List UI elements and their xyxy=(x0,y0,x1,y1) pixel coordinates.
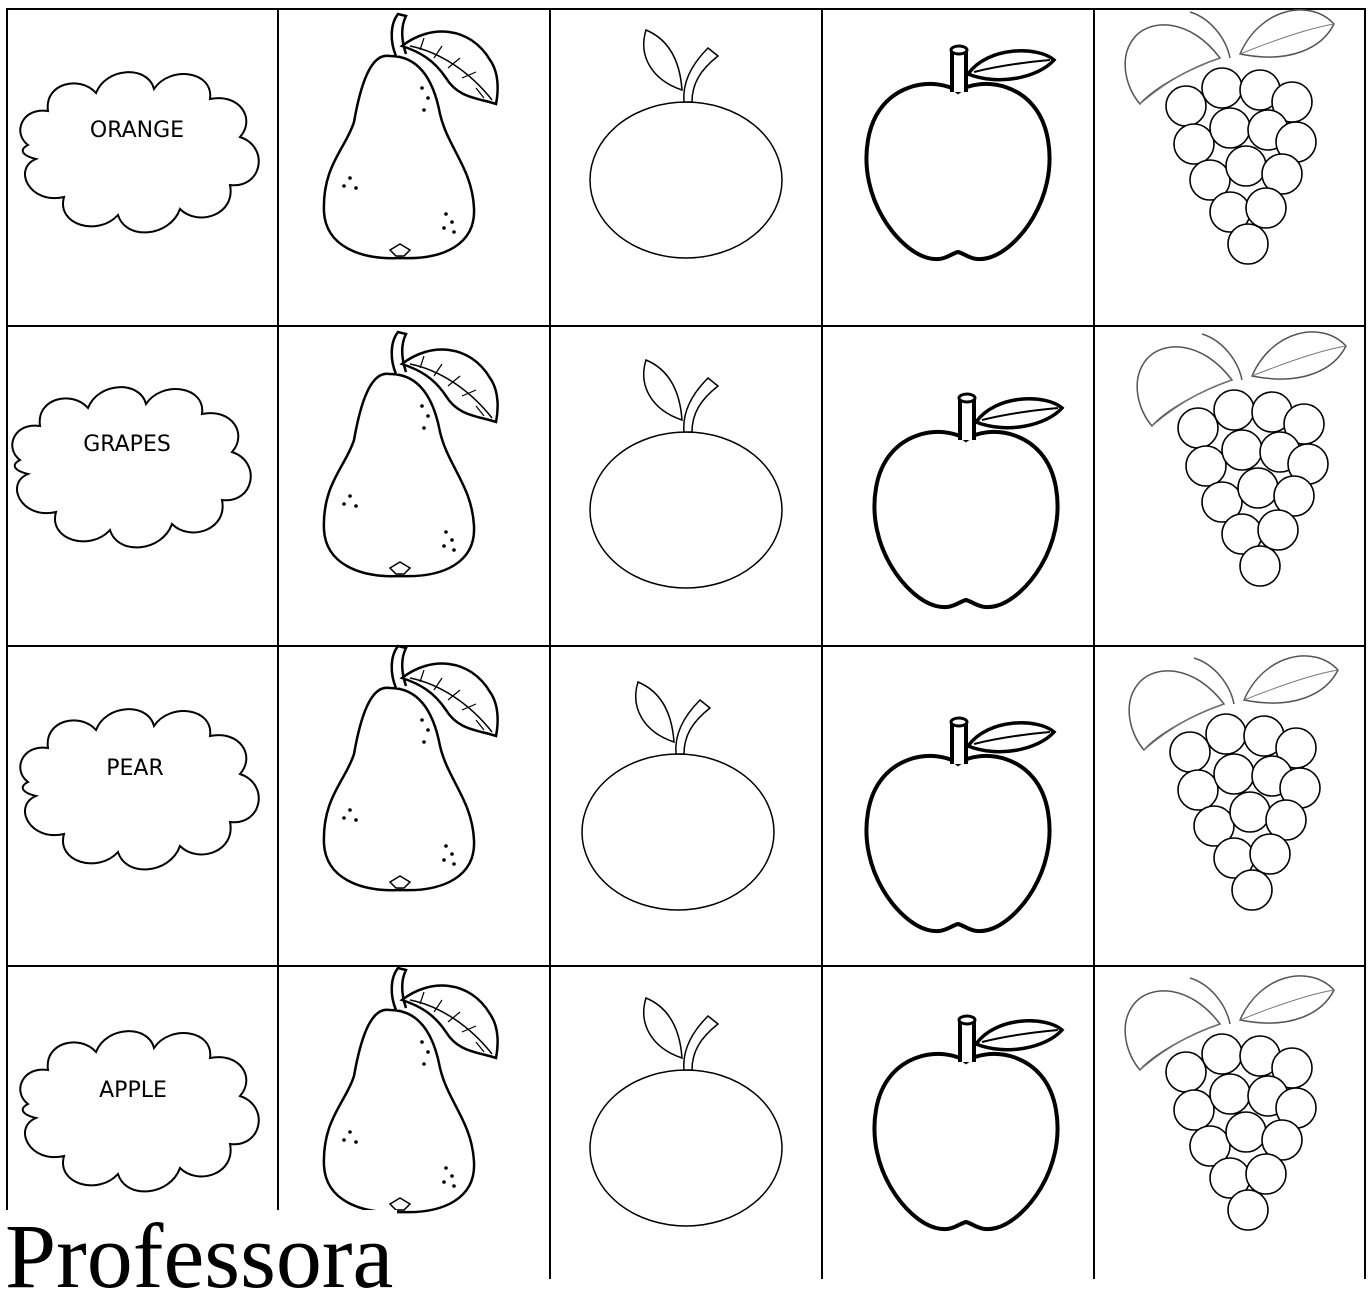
cloud-word-orange: ORANGE xyxy=(89,118,185,143)
pear-icon xyxy=(324,968,498,1212)
apple-icon xyxy=(874,1016,1062,1229)
apple-icon xyxy=(866,718,1054,931)
grapes-icon xyxy=(1137,332,1346,586)
cloud-word-grapes: GRAPES xyxy=(83,432,171,457)
word-cloud xyxy=(20,709,258,869)
orange-icon xyxy=(582,682,774,910)
grapes-icon xyxy=(1125,10,1334,264)
cloud-word-apple: APPLE xyxy=(99,1078,167,1103)
word-cloud xyxy=(12,387,250,547)
pear-icon xyxy=(324,646,498,890)
orange-icon xyxy=(590,30,782,258)
orange-icon xyxy=(590,998,782,1226)
grapes-icon xyxy=(1125,976,1334,1230)
word-cloud xyxy=(20,72,258,232)
grapes-icon xyxy=(1129,656,1338,910)
pear-icon xyxy=(324,332,498,576)
apple-icon xyxy=(866,46,1054,259)
cloud-word-pear: PEAR xyxy=(106,756,164,781)
word-cloud xyxy=(20,1031,258,1191)
watermark-text: Professora xyxy=(5,1210,397,1302)
orange-icon xyxy=(590,360,782,588)
pear-icon xyxy=(324,14,498,258)
apple-icon xyxy=(874,394,1062,607)
